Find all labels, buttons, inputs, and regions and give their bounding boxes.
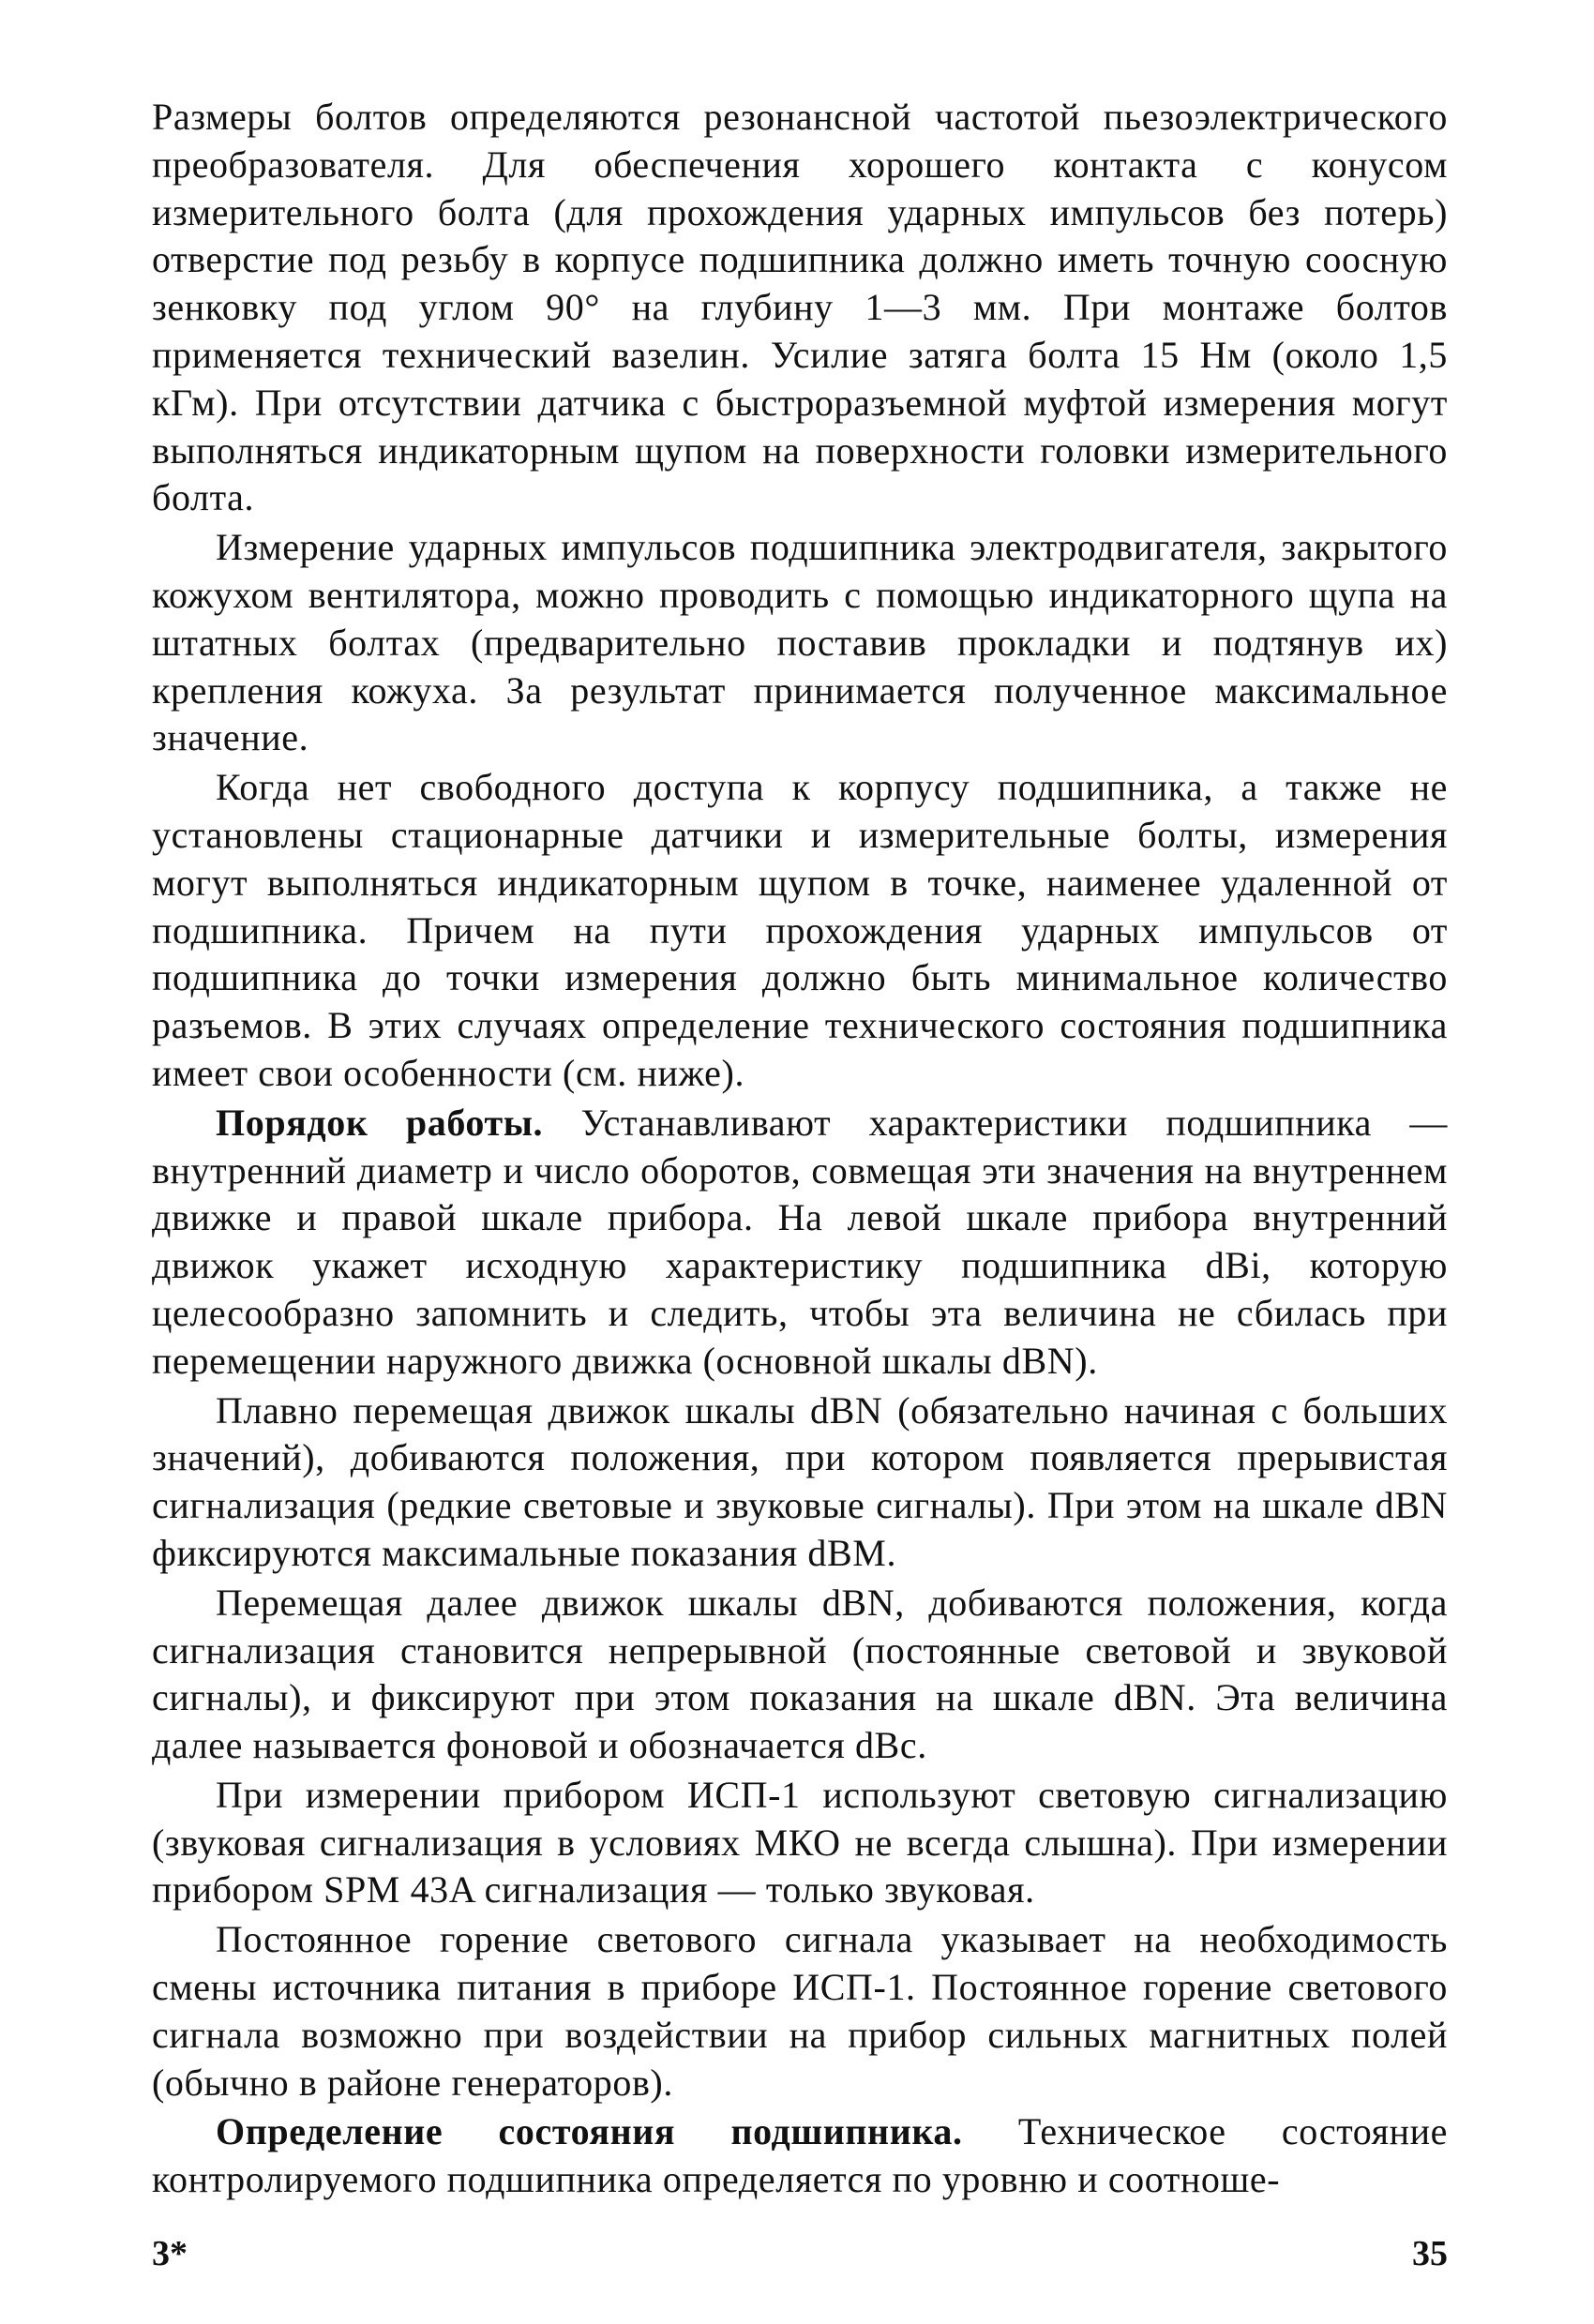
- body-text: [152, 94, 1448, 2204]
- paragraph-text: Когда нет свободного доступа к корпусу подшипника, а также не установлены стационарные датчики и измерительные болты, измерения могут выполняться индикаторным щупом в точке, наименее удаленной от подшипника. Причем на пути прохождения ударных импульсов от подшипника до точки измерения должно быть минимальное количество разъемов. В этих случаях определение технического состояния подшипника имеет свои особенности (см. ниже).: [152, 766, 1448, 1094]
- paragraph-text: Перемещая далее движок шкалы dBN, добиваются положения, когда сигнализация становится непрерывной (постоянные световой и звуковой сигналы), и фиксируют при этом показания на шкале dBN. Эта величина далее называется фоновой и обозначается dBc.: [152, 1581, 1448, 1767]
- paragraph-fan-cover-measurement: [152, 524, 1448, 762]
- paragraph-bolt-sizes: [152, 94, 1448, 522]
- paragraph-work-procedure: [152, 1100, 1448, 1386]
- paragraph-text: Измерение ударных импульсов подшипника электродвигателя, закрытого кожухом вентилятора, можно проводить с помощью индикаторного щупа на штатных болтах (предварительно поставив прокладки и подтянув их) крепления кожуха. За результат принимается полученное максимальное значение.: [152, 526, 1448, 759]
- paragraph-slider-max: [152, 1387, 1448, 1578]
- signature-mark: 3*: [152, 2234, 188, 2273]
- page-number: 35: [1412, 2234, 1448, 2273]
- paragraph-text: Постоянное горение светового сигнала указывает на необходимость смены источника питания в приборе ИСП-1. Постоянное горение светового сигнала возможно при воздействии на прибор сильных магнитных полей (обычно в районе генераторов).: [152, 1918, 1448, 2104]
- paragraph-text: При измерении прибором ИСП-1 используют световую сигнализацию (звуковая сигнализация в условиях МКО не всегда слышна). При измерении прибором SPM 43A сигнализация — только звуковая.: [152, 1773, 1448, 1912]
- paragraph-constant-light: [152, 1916, 1448, 2107]
- paragraph-no-free-access: [152, 764, 1448, 1098]
- paragraph-text: Плавно перемещая движок шкалы dBN (обязательно начиная с больших значений), добиваются положения, при котором появляется прерывистая сигнализация (редкие световые и звуковые сигналы). При этом на шкале dBN фиксируются максимальные показания dBM.: [152, 1388, 1448, 1574]
- paragraph-text: Техническое состояние контролируемого подшипника определяется по уровню и соотноше-: [152, 2110, 1448, 2201]
- paragraph-signaling: [152, 1772, 1448, 1914]
- paragraph-bearing-condition: [152, 2108, 1448, 2204]
- runin-heading-work-procedure: Порядок работы.: [216, 1101, 544, 1144]
- paragraph-text: Устанавливают характеристики подшипника — внутренний диаметр и число оборотов, совмещая эти значения на внутреннем движке и правой шкале прибора. На левой шкале прибора внутренний движок укажет исходную характеристику подшипника dBi, которую целесообразно запомнить и следить, чтобы эта величина не сбилась при перемещении наружного движка (основной шкалы dBN).: [152, 1101, 1448, 1382]
- paragraph-text: Размеры болтов определяются резонансной частотой пьезоэлектрического преобразователя. Для обеспечения хорошего контакта с конусом измерительного болта (для прохождения ударных импульсов без потерь) отверстие под резьбу в корпусе подшипника должно иметь точную соосную зенковку под углом 90° на глубину 1—3 мм. При монтаже болтов применяется технический вазелин. Усилие затяга болта 15 Нм (около 1,5 кГм). При отсутствии датчика с быстроразъемной муфтой измерения могут выполняться индикаторным щупом на поверхности головки измерительного болта.: [152, 96, 1448, 519]
- paragraph-slider-background: [152, 1580, 1448, 1770]
- runin-heading-bearing-condition: Определение состояния подшипника.: [216, 2110, 963, 2153]
